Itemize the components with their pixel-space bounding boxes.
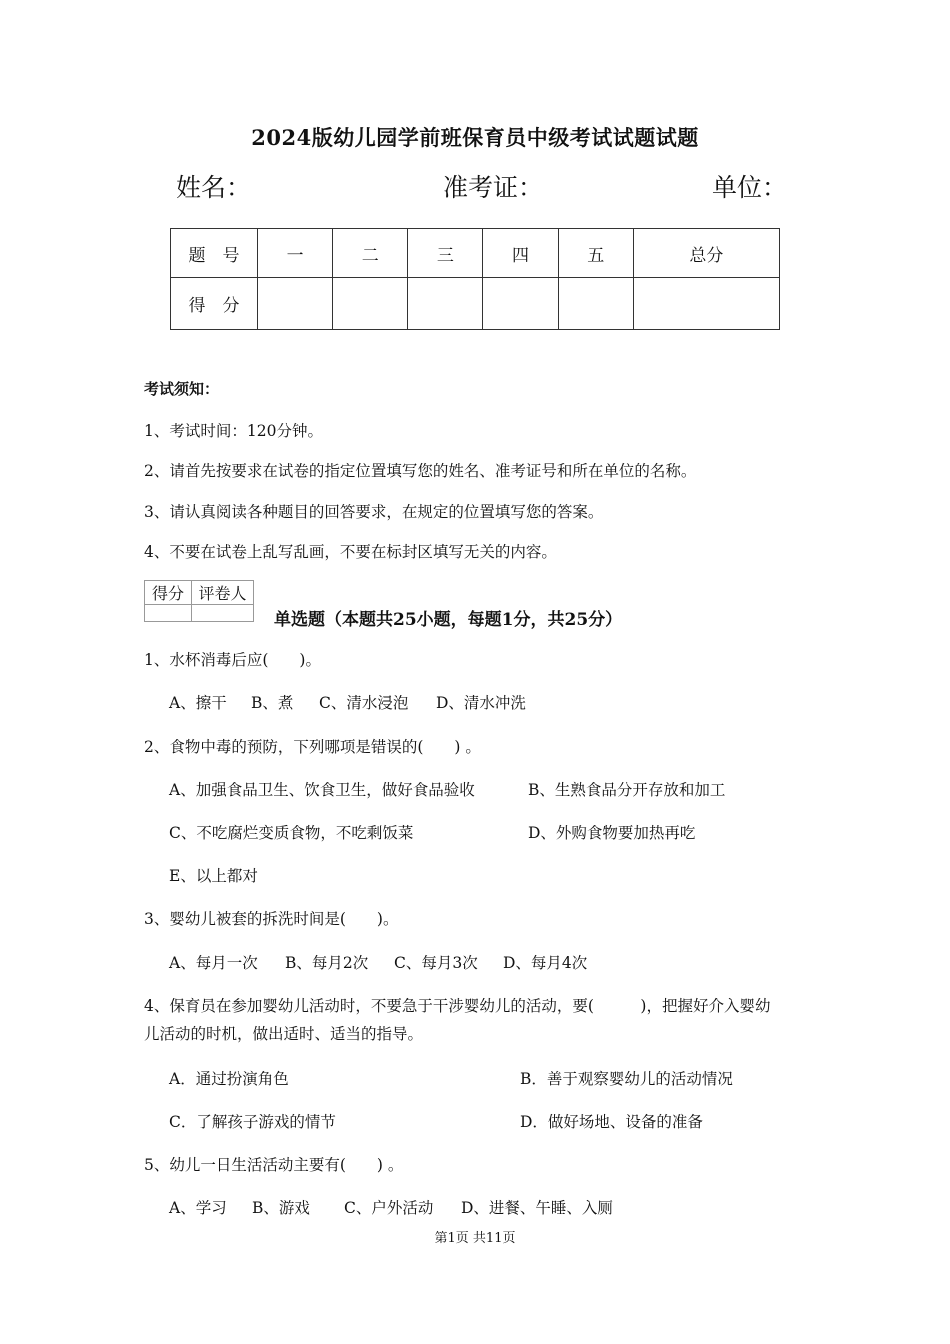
score-table [170, 228, 780, 330]
score-table-col-2: 二 [333, 229, 408, 278]
score-cell [483, 278, 558, 330]
question-option: E、以上都对 [169, 867, 258, 885]
score-cell [333, 278, 408, 330]
question-stem: 4、保育员在参加婴幼儿活动时，不要急于干涉婴幼儿的活动，要( )，把握好介入婴幼 [144, 997, 771, 1015]
grader-box [144, 580, 254, 622]
grader-label: 评卷人 [192, 581, 254, 605]
question-option: B、游戏 [252, 1199, 310, 1217]
question-option: D、进餐、午睡、入厕 [461, 1199, 613, 1217]
question-option: D．做好场地、设备的准备 [520, 1113, 703, 1131]
question-option: A、每月一次 [169, 954, 258, 972]
question-stem: 1、水杯消毒后应( )。 [144, 651, 321, 669]
score-table-col-total: 总分 [633, 229, 779, 278]
question-stem: 2、食物中毒的预防，下列哪项是错误的( ) 。 [144, 738, 481, 756]
score-cell [633, 278, 779, 330]
question-option: D、每月4次 [503, 954, 588, 972]
notice-item: 1、考试时间：120分钟。 [144, 422, 323, 440]
question-option: C、不吃腐烂变质食物，不吃剩饭菜 [169, 824, 414, 842]
question-option: A、加强食品卫生、饮食卫生，做好食品验收 [169, 781, 475, 799]
notice-item: 4、不要在试卷上乱写乱画，不要在标封区填写无关的内容。 [144, 543, 557, 561]
question-option: C、清水浸泡 [319, 694, 409, 712]
grader-score-cell [145, 605, 192, 622]
exam-id-field-label: 准考证： [443, 173, 544, 202]
question-option: D、外购食物要加热再吃 [528, 824, 696, 842]
section-heading: 单选题（本题共25小题，每题1分，共25分） [274, 610, 623, 630]
page-title: 2024版幼儿园学前班保育员中级考试试题试题 [251, 125, 699, 150]
name-field-label: 姓名： [176, 173, 252, 202]
score-table-row-label: 得 分 [171, 278, 258, 330]
score-cell [258, 278, 333, 330]
score-cell [408, 278, 483, 330]
page-footer: 第1页 共11页 [434, 1231, 516, 1246]
question-option: C．了解孩子游戏的情节 [169, 1113, 336, 1131]
question-option: C、每月3次 [394, 954, 478, 972]
notice-item: 3、请认真阅读各种题目的回答要求，在规定的位置填写您的答案。 [144, 503, 604, 521]
grader-score-label: 得分 [145, 581, 192, 605]
score-table-header-label: 题 号 [171, 229, 258, 278]
question-option: B．善于观察婴幼儿的活动情况 [520, 1070, 733, 1088]
question-option: A、擦干 [169, 694, 227, 712]
grader-name-cell [192, 605, 254, 622]
question-stem: 3、婴幼儿被套的拆洗时间是( )。 [144, 910, 399, 928]
score-cell [558, 278, 633, 330]
question-option: C、户外活动 [344, 1199, 434, 1217]
question-option: A、学习 [169, 1199, 227, 1217]
question-stem-continued: 儿活动的时机，做出适时、适当的指导。 [144, 1025, 424, 1043]
question-option: B、煮 [251, 694, 294, 712]
score-table-col-1: 一 [258, 229, 333, 278]
unit-field-label: 单位： [712, 173, 788, 202]
notice-heading: 考试须知： [144, 380, 220, 398]
question-option: B、生熟食品分开存放和加工 [528, 781, 726, 799]
question-option: D、清水冲洗 [436, 694, 526, 712]
question-stem: 5、幼儿一日生活活动主要有( ) 。 [144, 1156, 404, 1174]
question-option: B、每月2次 [285, 954, 369, 972]
question-option: A．通过扮演角色 [169, 1070, 289, 1088]
score-table-col-5: 五 [558, 229, 633, 278]
notice-item: 2、请首先按要求在试卷的指定位置填写您的姓名、准考证号和所在单位的名称。 [144, 462, 697, 480]
score-table-col-3: 三 [408, 229, 483, 278]
score-table-col-4: 四 [483, 229, 558, 278]
